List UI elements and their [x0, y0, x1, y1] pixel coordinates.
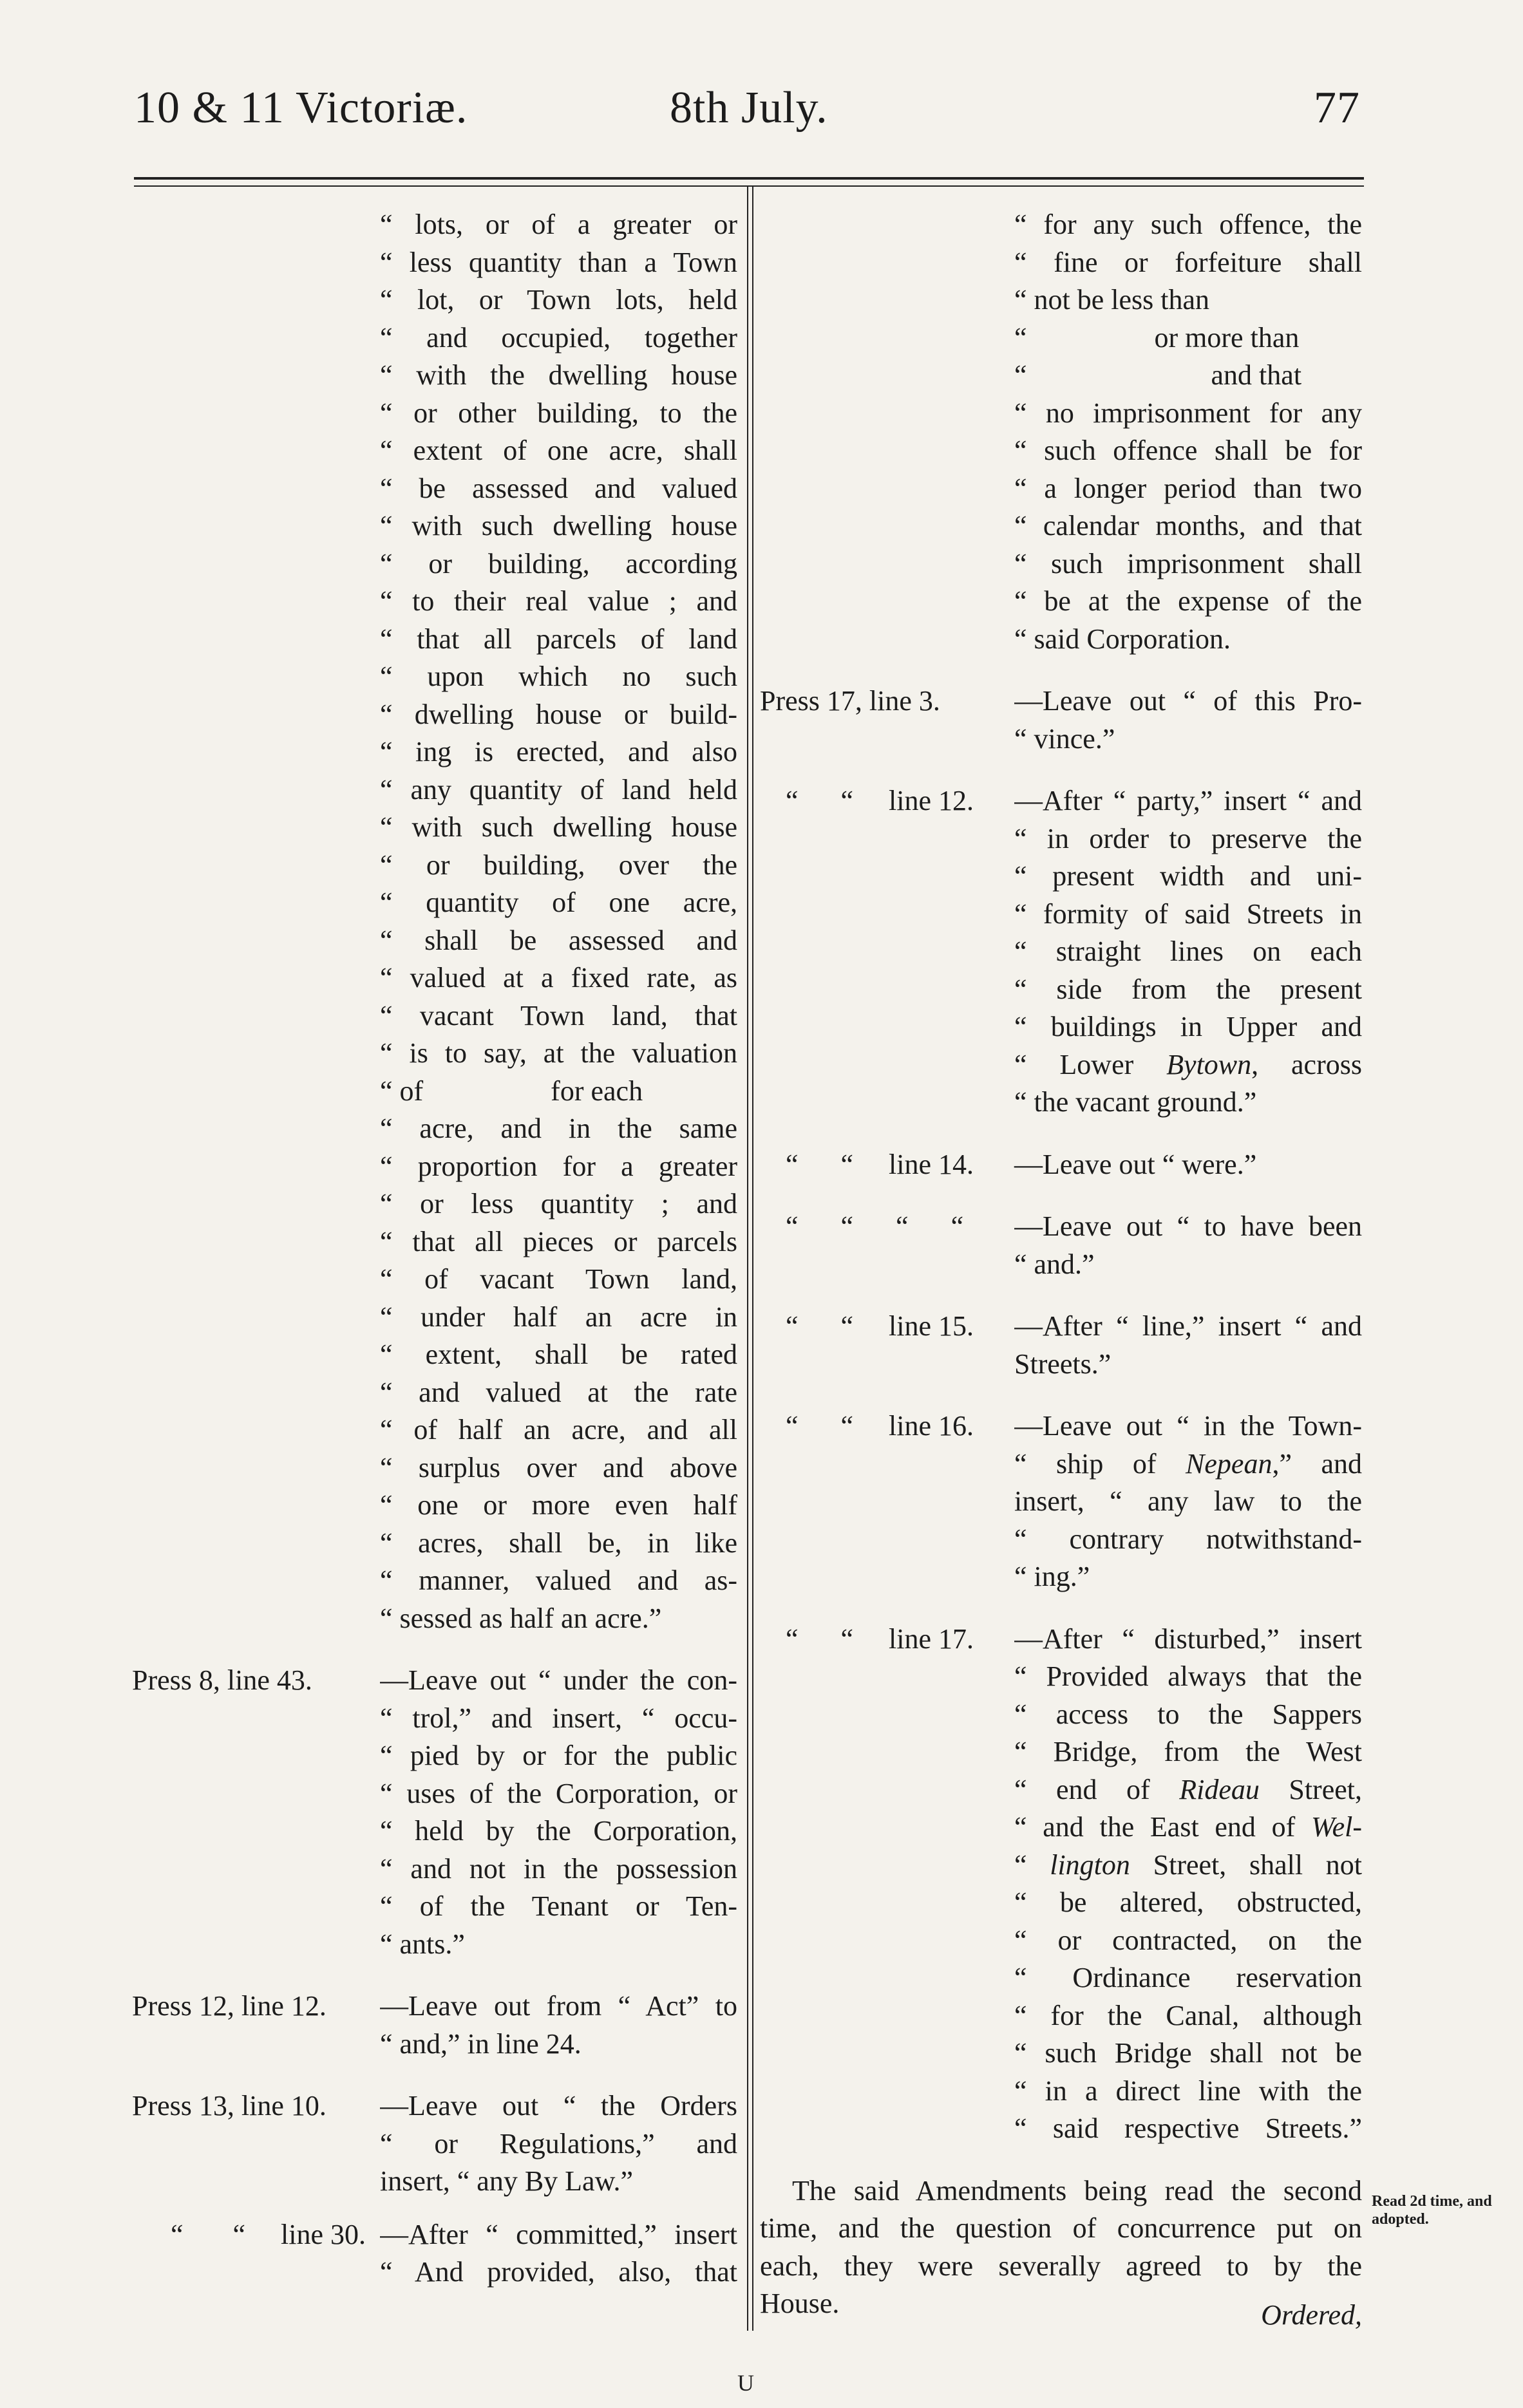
amendment-line-14: [760, 1146, 1362, 1184]
amendment-text: —After “ committed,” insert: [380, 2218, 737, 2250]
ordered-signature: Ordered,: [1261, 2299, 1362, 2331]
text-line: “ fine or forfeiture shall: [1014, 246, 1362, 278]
text-line: “ lington Street, shall not: [1014, 1848, 1362, 1881]
text-line: “ dwelling house or build-: [380, 698, 737, 730]
text-line: “ and that: [1014, 359, 1302, 391]
amendment-line-15: [760, 1308, 1362, 1383]
text-line: “ not be less than: [1014, 284, 1210, 315]
text-line: “ that all parcels of land: [380, 623, 737, 655]
text-line: “ extent of one acre, shall: [380, 435, 737, 466]
text-line: “ present width and uni-: [1014, 860, 1362, 892]
margin-note: Read 2d time, and adopted.: [1372, 2193, 1492, 2228]
text-line: “ less quantity than a Town: [380, 246, 737, 278]
amendment-label: Press 13, line 10.: [132, 2090, 326, 2121]
text-line: “ of for each: [380, 1075, 643, 1107]
text-line: “ And provided, also, that: [380, 2256, 737, 2288]
text-line: “ acre, and in the same: [380, 1113, 737, 1144]
text-line: “ and occupied, together: [380, 321, 737, 353]
text-line: “ be assessed and valued: [380, 472, 737, 504]
text-line: The said Amendments being read the second: [792, 2174, 1362, 2206]
text-line: “ said respective Streets.”: [1014, 2112, 1362, 2144]
text-line: “ for the Canal, although: [1014, 1999, 1362, 2031]
text-line: “ straight lines on each: [1014, 936, 1362, 967]
text-line: “ to their real value ; and: [380, 585, 737, 617]
text-line: “ Lower Bytown, across: [1014, 1048, 1362, 1080]
text-line: “ contrary notwithstand-: [1014, 1523, 1362, 1555]
text-line: “ manner, valued and as-: [380, 1565, 737, 1596]
text-line: House.: [760, 2288, 840, 2319]
text-line: “ or building, according: [380, 547, 737, 579]
text-line: “ Bridge, from the West: [1014, 1736, 1362, 1767]
text-line: “ vacant Town land, that: [380, 999, 737, 1031]
text-line: “ and the East end of Wel-: [1014, 1811, 1362, 1843]
text-line: “ that all pieces or parcels: [380, 1225, 737, 1257]
left-quote-block: [132, 206, 737, 1637]
text-line: “ side from the present: [1014, 973, 1362, 1005]
text-line: insert, “ any law to the: [1014, 1485, 1362, 1517]
text-line: “ surplus over and above: [380, 1451, 737, 1483]
amendment-text: —After “ disturbed,” insert: [1014, 1623, 1362, 1655]
amendment-label: Press 12, line 12.: [132, 1990, 326, 2022]
column-divider-right: [752, 187, 753, 2331]
amendment-label: Press 8, line 43.: [132, 1664, 312, 1696]
amendment-label: “ “ line 17.: [786, 1623, 974, 1655]
amendment-line-30: [132, 2216, 737, 2291]
text-line: “ with such dwelling house: [380, 811, 737, 843]
text-line: “ with the dwelling house: [380, 359, 737, 391]
amendment-press-12: [132, 1988, 737, 2063]
text-line: insert, “ any By Law.”: [380, 2165, 634, 2197]
text-line: “ end of Rideau Street,: [1014, 1773, 1362, 1805]
text-line: “ uses of the Corporation, or: [380, 1777, 737, 1809]
text-line: “ proportion for a greater: [380, 1150, 737, 1182]
text-line: “ no imprisonment for any: [1014, 397, 1362, 429]
right-quote-block: [760, 206, 1362, 658]
text-line: “ upon which no such: [380, 661, 737, 692]
amendment-label: “ “ line 30.: [171, 2218, 366, 2250]
text-line: “ the vacant ground.”: [1014, 1086, 1257, 1118]
text-line: “ and not in the possession: [380, 1852, 737, 1885]
text-line: “ is to say, at the valuation: [380, 1037, 737, 1069]
amendment-text: —Leave out “ to have been: [1014, 1210, 1362, 1242]
text-line: “ quantity of one acre,: [380, 887, 737, 918]
left-column: [132, 206, 737, 2316]
amendment-text: —Leave out “ under the con-: [380, 1664, 737, 1696]
text-line: “ pied by or for the public: [380, 1740, 737, 1771]
amendment-line-17: [760, 1621, 1362, 2148]
text-line: “ sessed as half an acre.”: [380, 1602, 662, 1634]
text-line: “ be at the expense of the: [1014, 585, 1362, 617]
text-line: “ such offence shall be for: [1014, 435, 1362, 466]
text-line: “ or less quantity ; and: [380, 1188, 737, 1219]
text-line: “ such Bridge shall not be: [1014, 2037, 1362, 2069]
amendment-text: —Leave out “ of this Pro-: [1014, 685, 1362, 717]
amendment-text: —After “ party,” insert “ and: [1014, 785, 1362, 816]
text-line: “ access to the Sappers: [1014, 1698, 1362, 1730]
footer-signature-mark: U: [737, 2370, 754, 2396]
header-left: 10 & 11 Victoriæ.: [134, 83, 468, 133]
amendment-press-13: [132, 2087, 737, 2201]
right-column: [760, 206, 1362, 2323]
text-line: “ ing.”: [1014, 1561, 1090, 1592]
text-line: “ a longer period than two: [1014, 472, 1362, 504]
text-line: “ or other building, to the: [380, 397, 737, 429]
text-line: “ acres, shall be, in like: [380, 1527, 737, 1559]
amendment-press-8: [132, 1662, 737, 1963]
amendment-label: “ “ line 16.: [786, 1410, 974, 1442]
text-line: “ and.”: [1014, 1248, 1095, 1280]
amendment-label: “ “ line 14.: [786, 1148, 974, 1180]
text-line: “ said Corporation.: [1014, 623, 1231, 655]
amendment-label: “ “ line 12.: [786, 785, 974, 816]
header-rule-thin: [134, 185, 1364, 187]
header-rule-thick: [134, 177, 1364, 180]
text-line: “ be altered, obstructed,: [1014, 1886, 1362, 1918]
text-line: “ of half an acre, and all: [380, 1414, 737, 1445]
amendment-text: —Leave out “ were.”: [1014, 1148, 1257, 1180]
column-divider-left: [747, 187, 748, 2331]
text-line: “ lots, or of a greater or: [380, 209, 737, 240]
text-line: “ under half an acre in: [380, 1301, 737, 1333]
text-line: “ buildings in Upper and: [1014, 1011, 1362, 1042]
amendment-label: “ “ line 15.: [786, 1310, 974, 1342]
text-line: “ or Regulations,” and: [380, 2127, 737, 2159]
text-line: “ extent, shall be rated: [380, 1339, 737, 1370]
amendment-text: —After “ line,” insert “ and: [1014, 1310, 1362, 1342]
text-line: “ shall be assessed and: [380, 924, 737, 956]
text-line: “ in order to preserve the: [1014, 822, 1362, 854]
text-line: “ or contracted, on the: [1014, 1924, 1362, 1956]
amendment-text: —Leave out “ in the Town-: [1014, 1410, 1362, 1442]
text-line: “ in a direct line with the: [1014, 2074, 1362, 2107]
amendment-text: —Leave out from “ Act” to: [380, 1990, 737, 2022]
text-line: “ ants.”: [380, 1928, 465, 1960]
text-line: “ such imprisonment shall: [1014, 547, 1362, 579]
amendment-line-12: [760, 782, 1362, 1122]
text-line: “ Ordinance reservation: [1014, 1962, 1362, 1993]
amendment-line-16: [760, 1407, 1362, 1596]
text-line: “ valued at a fixed rate, as: [380, 962, 737, 993]
text-line: “ ship of Nepean,” and: [1014, 1447, 1362, 1480]
text-line: “ one or more even half: [380, 1489, 737, 1521]
text-line: “ calendar months, and that: [1014, 510, 1362, 541]
page-number: 77: [1314, 83, 1360, 133]
text-line: “ ing is erected, and also: [380, 736, 737, 767]
text-line: each, they were severally agreed to by the: [760, 2250, 1362, 2282]
text-line: Streets.”: [1014, 1348, 1112, 1380]
text-line: “ formity of said Streets in: [1014, 898, 1362, 930]
amendment-label: “ “ “ “: [786, 1210, 964, 1242]
text-line: “ and,” in line 24.: [380, 2027, 582, 2060]
text-line: “ or more than: [1014, 321, 1300, 353]
text-line: “ lot, or Town lots, held: [380, 284, 737, 315]
amendment-text: —Leave out “ the Orders: [380, 2090, 737, 2121]
text-line: “ with such dwelling house: [380, 510, 737, 541]
text-line: “ trol,” and insert, “ occu-: [380, 1702, 737, 1734]
text-line: “ any quantity of land held: [380, 773, 737, 805]
amendment-label: Press 17, line 3.: [760, 685, 940, 717]
text-line: “ or building, over the: [380, 849, 737, 881]
text-line: “ for any such offence, the: [1014, 209, 1362, 240]
text-line: “ Provided always that the: [1014, 1660, 1362, 1692]
text-line: “ of the Tenant or Ten-: [380, 1890, 737, 1922]
text-line: “ of vacant Town land,: [380, 1263, 737, 1295]
text-line: time, and the question of concurrence put on: [760, 2212, 1362, 2244]
text-line: “ and valued at the rate: [380, 1376, 737, 1408]
text-line: “ vince.”: [1014, 722, 1115, 755]
amendment-line-14-b: [760, 1208, 1362, 1283]
header-date: 8th July.: [670, 83, 828, 133]
text-line: “ held by the Corporation,: [380, 1815, 737, 1847]
amendment-press-17: [760, 682, 1362, 758]
